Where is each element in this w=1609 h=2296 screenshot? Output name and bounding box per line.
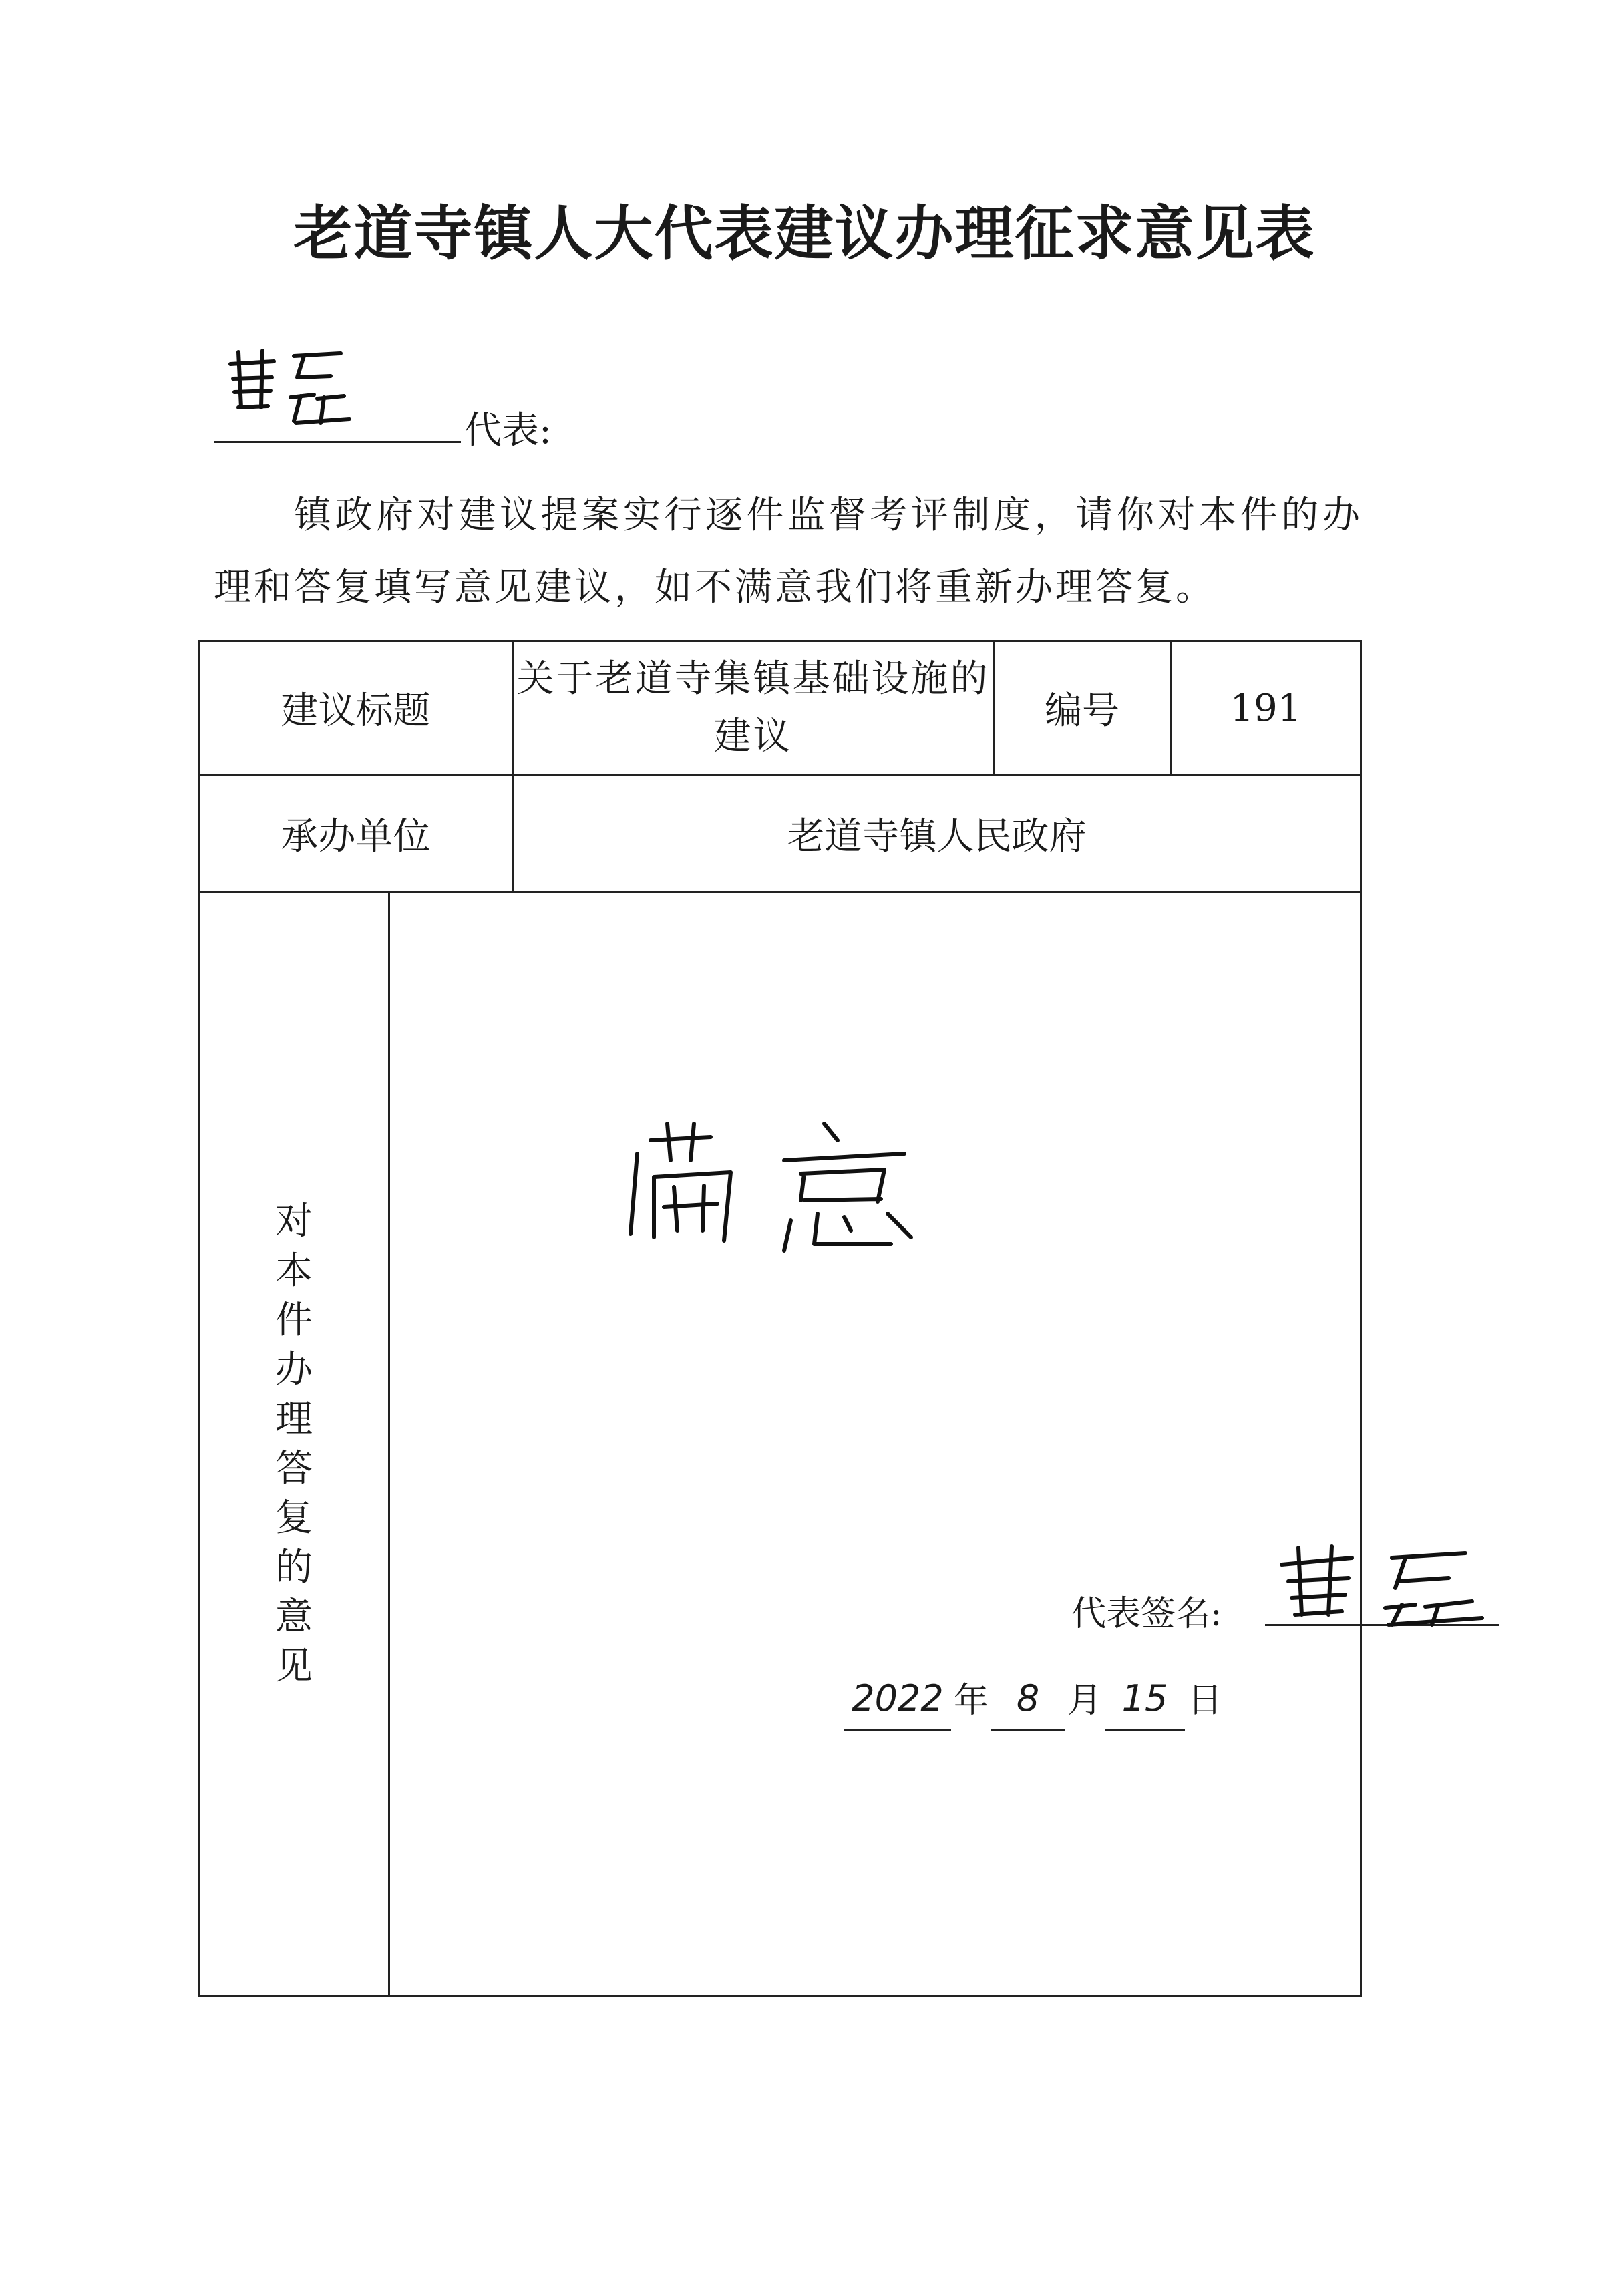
subject-value: 关于老道寺集镇基础设施的建议 [516,657,990,758]
handler-label-cell [199,776,513,892]
intro-paragraph: 镇政府对建议提案实行逐件监督考评制度，请你对本件的办理和答复填写意见建议，如不满意我们将重新办理答复。 [214,494,1363,609]
date-year: 2022 [844,1669,951,1731]
signature-label: 代表签名: [1071,1594,1222,1634]
opinion-label: 对本件办理答复的意见 [275,1200,313,1688]
subject-label: 建议标题 [281,689,431,733]
number-label-cell [994,641,1171,776]
date-year-unit: 年 [954,1681,989,1721]
opinion-content-cell [389,892,1361,1997]
subject-value-cell [513,641,994,776]
handwritten-signature [1272,1541,1492,1628]
opinion-label-cell [199,892,389,1997]
handler-value: 老道寺镇人民政府 [787,815,1087,858]
date-month-unit: 月 [1067,1681,1103,1721]
representative-name-line [214,354,461,443]
date-day-unit: 日 [1188,1681,1223,1721]
date-row [844,1657,1225,1731]
date-month: 8 [991,1669,1065,1731]
handler-row [199,776,1361,892]
subject-row [199,641,1361,776]
date-day: 15 [1105,1669,1185,1731]
opinion-row [199,892,1361,1997]
opinion-form-table [198,640,1362,1997]
number-label: 编号 [1045,689,1119,733]
handler-value-cell [513,776,1361,892]
subject-label-cell [199,641,513,776]
handwritten-opinion [624,1114,944,1267]
number-value-cell [1171,641,1361,776]
document-title: 老道寺镇人大代表建议办理征求意见表 [293,198,1316,268]
number-value: 191 [1230,686,1302,730]
handler-label: 承办单位 [281,815,431,858]
representative-suffix: 代表: [464,409,552,452]
